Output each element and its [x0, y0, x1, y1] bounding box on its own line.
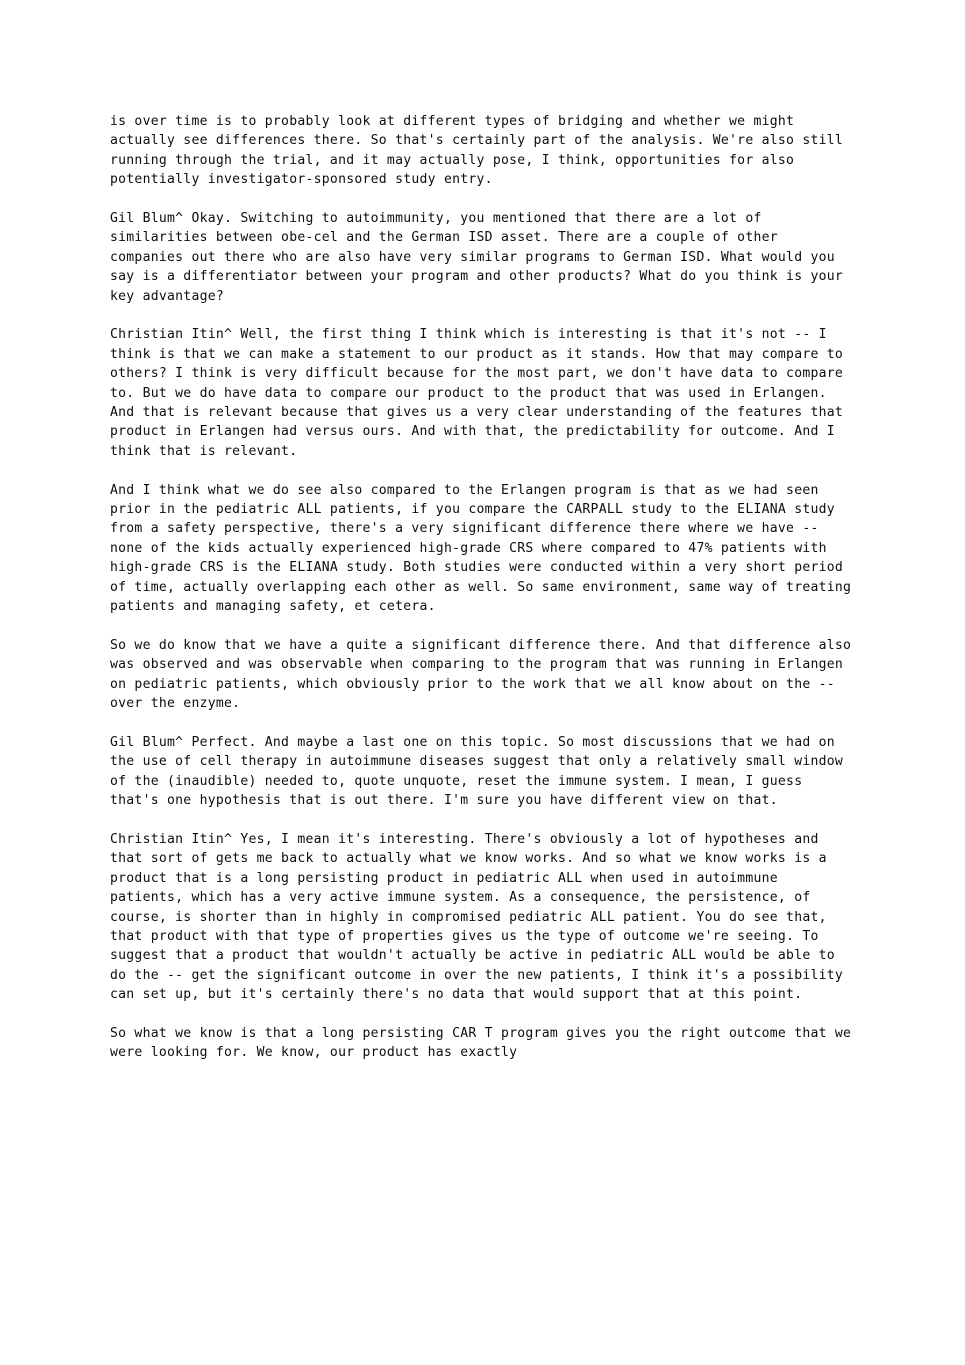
transcript-paragraph: Christian Itin^ Well, the first thing I think which is interesting is that it's not -- I think is that we can make a statement to our product as it stands. How that may compare to others? I think is very difficult because for the most part, we don't have data to compare to. But we do have data to compare our product to the product that was used in Erlangen. And that is relevant because that gives us a very clear understanding of the features that product in Erlangen had versus ours. And with that, the predictability for outcome. And I think that is relevant. — [110, 327, 844, 459]
transcript-body — [110, 112, 855, 1063]
transcript-paragraph: is over time is to probably look at different types of bridging and whether we might actually see differences there. So that's certainly part of the analysis. We're also still running through the trial, and it may actually pose, I think, opportunities for also potentially investigator-sponsored study entry. — [110, 114, 844, 188]
transcript-paragraph: So we do know that we have a quite a significant difference there. And that difference also was observed and was observable when comparing to the program that was running in Erlangen on pediatric patients, which obviously prior to the work that we all know about on the -- over the enzyme. — [110, 637, 852, 712]
transcript-paragraph: Gil Blum^ Perfect. And maybe a last one on this topic. So most discussions that we had on the use of cell therapy in autoimmune diseases suggest that only a relatively small window of the (inaudible) needed to, quote unquote, reset the immune system. I mean, I guess that's one hypothesis that is out there. I'm sure you have different view on that. — [110, 734, 844, 809]
transcript-paragraph: And I think what we do see also compared to the Erlangen program is that as we had seen prior in the pediatric ALL patients, if you compare the CARPALL study to the ELIANA study from a safety perspective, there's a very significant difference there where we have -- none of the kids actually experienced high-grade CRS where compared to 47% patients with high-grade CRS is the ELIANA study. Both studies were conducted within a very short period of time, actually overlapping each other as well. So same environment, same way of treating patients and managing safety, et cetera. — [110, 482, 852, 615]
transcript-paragraph: So what we know is that a long persisting CAR T program gives you the right outcome that we were looking for. We know, our product has exactly — [110, 1025, 852, 1061]
transcript-paragraph: Christian Itin^ Yes, I mean it's interesting. There's obviously a lot of hypotheses and that sort of gets me back to actually what we know works. And so what we know works is a product that is a long persisting product in pediatric ALL when used in autoimmune patients, which has a very active immune system. As a consequence, the persistence, of course, is shorter than in highly in compromised pediatric ALL patient. You do see that, that product with that type of properties gives us the type of outcome we're seeing. To suggest that a product that wouldn't actually be active in pediatric ALL would be able to do the -- get the significant outcome in over the new patients, I think it's a possibility can set up, but it's certainly there's no data that would support that at this point. — [110, 831, 844, 1003]
transcript-paragraph: Gil Blum^ Okay. Switching to autoimmunity, you mentioned that there are a lot of similarities between obe-cel and the German ISD asset. There are a couple of other companies out there who are also have very similar programs to German ISD. What would you say is a differentiator between your program and other products? What do you think is your key advantage? — [110, 211, 844, 304]
